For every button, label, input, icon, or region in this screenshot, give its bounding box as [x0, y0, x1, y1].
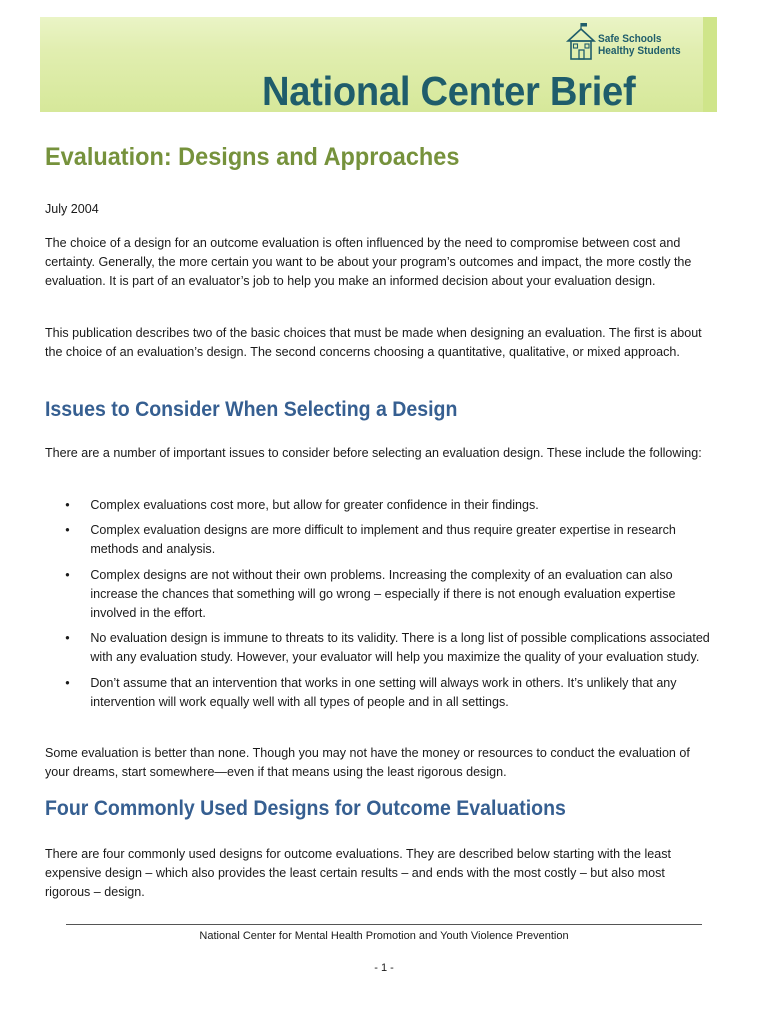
list-item	[45, 520, 711, 558]
banner-title: National Center Brief	[262, 68, 636, 112]
issues-bullet-list	[45, 495, 711, 717]
header-banner	[40, 17, 717, 112]
banner-stripe	[703, 17, 717, 112]
list-item-text: Complex evaluation designs are more difficult to implement and thus require greater expertise in research methods and analysis.	[90, 522, 676, 557]
list-item	[45, 565, 711, 623]
document-date: July 2004	[45, 201, 99, 216]
section1-lead: There are a number of important issues to consider before selecting an evaluation design. These include the following:	[45, 445, 702, 460]
footer-divider	[66, 924, 702, 925]
schoolhouse-icon	[565, 23, 597, 63]
list-item	[45, 628, 711, 666]
logo-text	[598, 33, 681, 57]
logo-line-1: Safe Schools	[598, 33, 662, 45]
section-heading-designs: Four Commonly Used Designs for Outcome Evaluations	[45, 797, 566, 820]
section2-lead: There are four commonly used designs for outcome evaluations. They are described below starting with the least expensive design – which also provides the least certain results – and ends with the most costly – but also most rigorous – design.	[45, 846, 671, 900]
bullet-icon: •	[65, 497, 70, 512]
bullet-icon: •	[65, 674, 70, 690]
intro-paragraph-1: The choice of a design for an outcome evaluation is often influenced by the need to compromise between cost and certainty. Generally, the more certain you want to be about your program’s outcomes and impact, the more costly the evaluation. It is part of an evaluator’s job to help you make an informed decision about your evaluation design.	[45, 235, 692, 289]
bullet-icon: •	[65, 630, 70, 646]
page-number: - 1 -	[374, 962, 394, 974]
document-title: Evaluation: Designs and Approaches	[45, 143, 460, 171]
bullet-icon: •	[65, 566, 70, 582]
list-item	[45, 495, 711, 514]
logo-line-2: Healthy Students	[598, 45, 681, 57]
footer-org: National Center for Mental Health Promotion and Youth Violence Prevention	[199, 930, 569, 942]
list-item	[45, 673, 711, 711]
section-heading-issues: Issues to Consider When Selecting a Design	[45, 398, 458, 421]
intro-paragraph-2: This publication describes two of the basic choices that must be made when designing an evaluation. The first is about the choice of an evaluation’s design. The second concerns choosing a quantitative, qualitative, or mixed approach.	[45, 325, 702, 360]
safe-schools-logo	[565, 23, 685, 67]
list-item-text: Complex designs are not without their own problems. Increasing the complexity of an evaluation can also increase the chances that something will go wrong – especially if there is not enough evaluation expertise involved in the effort.	[90, 566, 676, 621]
list-item-text: No evaluation design is immune to threats to its validity. There is a long list of possible complications associated with any evaluation study. However, your evaluator will help you maximize the quality of your evaluation study.	[90, 630, 710, 665]
bullet-icon: •	[65, 522, 70, 538]
section1-closing: Some evaluation is better than none. Though you may not have the money or resources to conduct the evaluation of your dreams, start somewhere—even if that means using the least rigorous design.	[45, 745, 690, 780]
list-item-text: Don’t assume that an intervention that works in one setting will always work in others. It’s unlikely that any intervention will work equally well with all types of people and in all settings.	[90, 674, 677, 709]
list-item-text: Complex evaluations cost more, but allow for greater confidence in their findings.	[90, 497, 539, 512]
